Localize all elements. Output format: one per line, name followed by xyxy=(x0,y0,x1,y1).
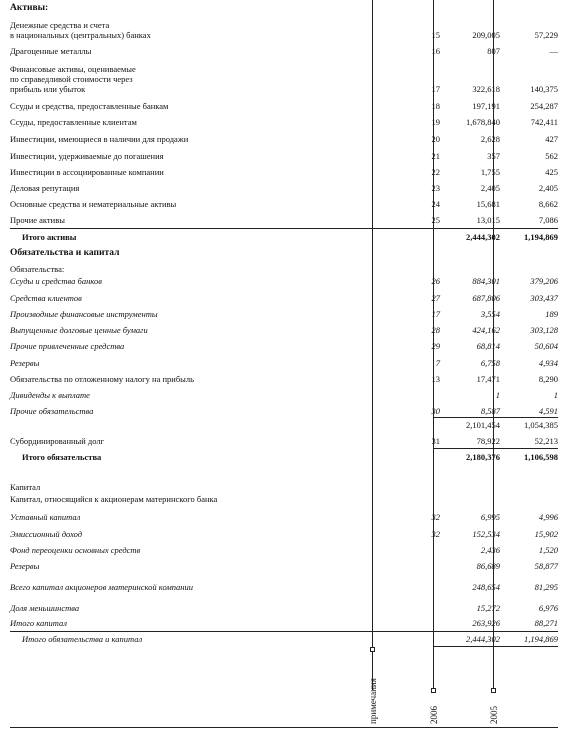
notes-column-label: примечания xyxy=(368,678,378,724)
notes-column-rule xyxy=(372,0,373,690)
grand-total-rule xyxy=(10,631,558,632)
page-bottom-rule xyxy=(10,727,558,728)
y2006-column-marker xyxy=(431,688,436,693)
y2005-column-marker xyxy=(491,688,496,693)
notes-column-marker xyxy=(370,647,375,652)
balance-sheet: Активы: Денежные средства и счета в национальных (центральных) банках 15 209,005 57,229 Драгоценные металлы 16 807 — Финансовые активы, оцениваемые по справедливой стоимости через прибыль или убыток 17 322,618 140,375 Ссуды и средства, предоставленные банкам 18 197,191 254,287 Ссуды, предоставленные клиентам 19 1,678,840 742,411 Инвестиции, имеющиеся в наличии для продажи 20 2,628 427 Инвестиции, удерживаемые до погашения 21 357 562 Инвестиции в ассоциированные компании 22 1,755 425 Деловая репутация 23 2,405 2,405 Основные средства и нематериальные активы 24 15,681 8,662 Прочие активы 25 13,015 7,086 Итого активы 2,444,302 1,194,869 Обязательства и капитал Обязательства: Ссуды и средства банков 26 884,301 379,206 Средства клиентов 27 687,806 303,437 Производные финансовые инструменты 17 3,554 189 Выпущенные долговые ценные бумаги 28 424,162 303,128 Прочие привлеченные средства 29 68,814 50,604 Резервы 7 6,758 4,934 Обязательства по отложенному налогу на прибыль 13 17,471 8,290 Дивиденды к выплате 1 1 Прочие обязательства 30 8,587 4,591 2,101,454 1,054,385 Субординированный долг 31 78,922 52,213 Итого обязательства 2,180,376 1,106,598 Капитал Капитал, относящийся к акционерам материнского банка Уставный капитал 32 6,995 4,996 Эмиссионный доход 32 152,534 15,902 Фонд переоценки основных средств 2,436 1,520 Резервы 86,689 58,877 Всего капитал акционеров материнской компании 248,654 81,295 Доля меньшинства 15,272 6,976 Итого капитал 263,926 88,271 Итого обязательства и капитал 2,444,302 1,194,869 примечания 2006 2005 xyxy=(0,0,564,734)
y2005-column-label: 2005 xyxy=(489,706,499,724)
y2006-column-label: 2006 xyxy=(429,706,439,724)
liabilities-total-rule xyxy=(433,448,558,449)
liabilities-subtotal-rule xyxy=(433,417,558,418)
assets-total-rule xyxy=(10,228,558,229)
grand-total-rule-bottom xyxy=(433,646,558,647)
